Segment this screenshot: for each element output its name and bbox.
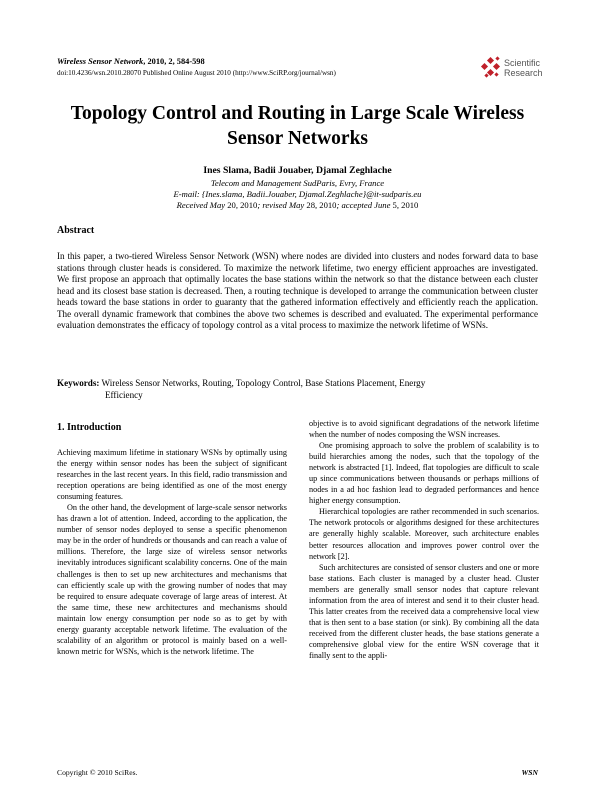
paragraph: Such architectures are consisted of sensor clusters and one or more base stations. Each cluster is managed by a cluster head. Cluster members are generally small sensor nodes that capture relevant information from the area of interest and send it to their cluster head. This latter creates from the received data a comprehensive local view that is then sent to a base station (or sink). By combining all the data received from the different cluster heads, the base stations generate a comprehensive global view for the entire WSN coverage that it finally sent to the appli- [309, 562, 539, 660]
keywords [57, 377, 538, 401]
keywords-text-cont: Efficiency [105, 390, 143, 400]
section-heading: 1. Introduction [57, 422, 122, 433]
paragraph: On the other hand, the development of large-scale sensor networks has drawn a lot of attention. Indeed, according to the application, the number of sensor nodes deployed to sense a specific phenomenon may be in the order of hundreds or thousands and can reach a value of millions. Therefore, the large size of wireless sensor networks inevitably introduces significant scalability concerns. One of the main challenges is then to set up new architectures and mechanisms that can efficiently scale up with the growing number of nodes that may be required to ensure adequate coverage of large areas of interest. At the same time, these new architectures and mechanisms should maintain low energy consumption per node so as to get by with energy guaranty acceptable network lifetime. The evaluation of the scalability of an algorithm or protocol is mainly based on a well-known metric for WSNs, which is the network lifetime. The [57, 503, 287, 656]
journal-abbr-footer: WSN [521, 768, 538, 777]
journal-header [57, 57, 205, 66]
author-list: Ines Slama, Badii Jouaber, Djamal Zeghlache [203, 165, 392, 176]
received-label: Received May [176, 200, 228, 210]
accepted-date: 5, 2010 [392, 200, 419, 210]
revised-label: ; revised May [257, 200, 307, 210]
publisher-logo [479, 55, 549, 81]
paper-title [40, 101, 555, 151]
title-line-1: Topology Control and Routing in Large Scale Wireless [70, 103, 525, 124]
paragraph: Hierarchical topologies are rather recommended in such scenarios. The network protocols or algorithms designed for these architectures are generally highly scalable. Moreover, such architecture enables better resources allocation and improves power control over the network [2]. [309, 507, 539, 561]
email-line: E-mail: {Ines.slama, Badii.Jouaber, Djamal.Zeghlache}@it-sudparis.eu [173, 189, 422, 199]
paragraph: One promising approach to solve the problem of scalability is to build hierarchies among the nodes, such that the topology of the network is abstracted [1]. Indeed, flat topologies are difficult to scale up since communications between thousands or perhaps millions of nodes in a ad hoc fashion lead to degraded performances and hence higher energy consumption. [309, 441, 539, 506]
paragraph: Achieving maximum lifetime in stationary WSNs by optimally using the energy within sensor nodes has been the subject of significant researches in the last recent years. In this field, radio transmission and reception operations are being identified as one of the most energy consuming features. [57, 448, 287, 502]
keywords-label: Keywords: [57, 378, 100, 388]
affiliation: Telecom and Management SudParis, Evry, France [210, 178, 385, 188]
received-date: 20, 2010 [227, 200, 258, 210]
copyright-footer: Copyright © 2010 SciRes. [57, 768, 138, 777]
publisher-logo-icon [479, 55, 505, 81]
doi-line: doi:10.4236/wsn.2010.28070 Published Online August 2010 (http://www.SciRP.org/journal/wsn) [57, 69, 336, 77]
logo-word-2: Research [504, 68, 543, 78]
keywords-text: Wireless Sensor Networks, Routing, Topology Control, Base Stations Placement, Energy [99, 378, 426, 388]
left-column [57, 447, 287, 657]
paragraph: objective is to avoid significant degradations of the network lifetime when the number of nodes composing the WSN increases. [309, 419, 539, 440]
abstract-body: In this paper, a two-tiered Wireless Sensor Network (WSN) where nodes are divided into clusters and nodes forward data to base stations through cluster heads is considered. To maximize the network lifetime, two energy efficient approaches are investigated. We first propose an approach that optimally locates the base stations within the network so that the distance between each cluster head and its closest base station is decreased. Then, a routing technique is developed to arrange the communication between cluster heads toward the base stations in order to guaranty that the gathered information effectively and efficiently reach the application. The overall dynamic framework that combines the above two schemes is described and evaluated. The experimental performance evaluation demonstrates the efficacy of topology control as a vital process to maximize the network lifetime of WSNs. [57, 251, 538, 330]
journal-issue: , 2010, 2, 584-598 [143, 57, 205, 66]
journal-name: Wireless Sensor Network [57, 57, 144, 66]
revised-date: 28, 2010 [306, 200, 337, 210]
dates-line [40, 200, 555, 210]
accepted-label: ; accepted June [336, 200, 393, 210]
right-column [309, 418, 539, 661]
abstract-heading: Abstract [57, 225, 95, 236]
title-line-2: Sensor Networks [226, 128, 368, 149]
logo-word-1: Scientific [504, 58, 541, 68]
